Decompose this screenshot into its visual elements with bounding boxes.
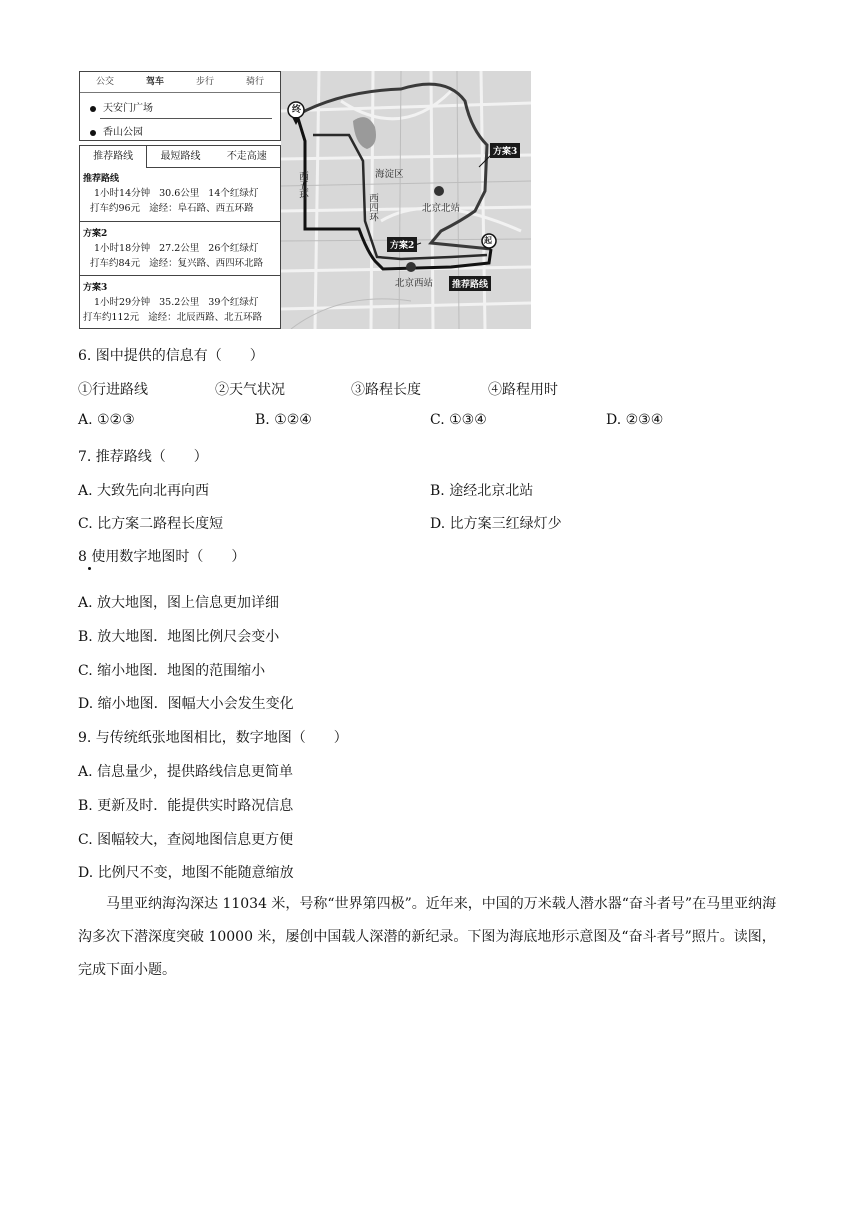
ring5-label: 西五环 <box>297 171 308 200</box>
q9-stem: 9. 与传统纸张地图相比，数字地图（ ） <box>78 730 348 746</box>
mode-divider <box>80 92 280 93</box>
q9-option-d[interactable]: D. 比例尺不变，地图不能随意缩放 <box>78 865 294 881</box>
route-time: 1小时29分钟 <box>94 297 151 308</box>
route-tabs <box>79 145 281 168</box>
reading-passage: 马里亚纳海沟深达 11034 米，号称“世界第四极”。近年来，中国的万米载人潜水器“奋斗者号”在马里亚纳海沟多次下潜深度突破 10000 米，屡创中国载人深潜的新纪录。下图为海底地形示意图及“奋斗者号”照片。读图，完成下面小题。 <box>78 896 777 978</box>
plan2-tag: 方案2 <box>387 237 417 252</box>
route-title: 推荐路线 <box>83 174 120 184</box>
start-marker-label: 起 <box>484 235 492 245</box>
q8-option-d[interactable]: D. 缩小地图．图幅大小会发生变化 <box>78 696 294 712</box>
q6-item-1: ①行进路线 <box>78 382 148 398</box>
mode-walk[interactable]: 步行 <box>195 77 214 87</box>
route-extra <box>90 255 272 269</box>
district-label: 海淀区 <box>375 169 404 180</box>
route-stats <box>94 185 267 199</box>
end-place[interactable] <box>90 123 143 138</box>
route-item-plan2[interactable] <box>80 221 280 273</box>
route-time: 1小时14分钟 <box>94 188 151 199</box>
route-title: 方案2 <box>83 229 108 239</box>
tab-recommended[interactable]: 推荐路线 <box>80 146 147 168</box>
q8-option-b[interactable]: B. 放大地图．地图比例尺会变小 <box>78 629 280 645</box>
route-title: 方案3 <box>83 283 108 293</box>
end-marker-label: 终 <box>292 105 302 115</box>
route-list <box>79 167 281 329</box>
q6-option-b[interactable]: B. ①②④ <box>255 412 312 428</box>
route-via: 途经：阜石路、西五环路 <box>149 203 254 214</box>
route-item-plan3[interactable] <box>80 275 280 327</box>
q7-option-c[interactable]: C. 比方案二路程长度短 <box>78 516 224 532</box>
place-divider <box>100 118 272 119</box>
tab-no-highway[interactable]: 不走高速 <box>214 146 280 168</box>
search-box <box>79 71 281 141</box>
route-item-recommended[interactable] <box>80 167 280 218</box>
start-place[interactable] <box>90 99 153 114</box>
route-fare: 打车约84元 <box>90 258 141 269</box>
q8-stem: 8 使用数字地图时（ ） <box>78 549 246 565</box>
q6-item-2: ②天气状况 <box>215 382 285 398</box>
q7-stem: 7. 推荐路线（ ） <box>78 449 208 465</box>
end-place-label: 香山公园 <box>103 127 143 138</box>
route-extra <box>90 200 263 214</box>
travel-mode-tabs <box>80 72 280 92</box>
map-roads <box>281 71 531 329</box>
q9-option-b[interactable]: B. 更新及时．能提供实时路况信息 <box>78 798 294 814</box>
q6-option-a[interactable]: A. ①②③ <box>78 412 135 428</box>
q8-option-a[interactable]: A. 放大地图，图上信息更加详细 <box>78 595 280 611</box>
q9-option-a[interactable]: A. 信息量少，提供路线信息更简单 <box>78 764 294 780</box>
route-distance: 27.2公里 <box>159 243 200 254</box>
route-figure <box>79 71 531 329</box>
route-lights: 14个红绿灯 <box>208 188 259 199</box>
route-via: 途经：复兴路、西四环北路 <box>149 258 264 269</box>
q6-item-4: ④路程用时 <box>488 382 558 398</box>
route-panel <box>79 71 281 329</box>
mode-bus[interactable]: 公交 <box>95 77 114 87</box>
route-stats <box>94 240 267 254</box>
mode-drive[interactable]: 驾车 <box>145 77 164 87</box>
route-distance: 30.6公里 <box>159 188 200 199</box>
route-fare: 打车约96元 <box>90 203 141 214</box>
route-time: 1小时18分钟 <box>94 243 151 254</box>
q8-number-dot <box>88 567 91 570</box>
station-west-label: 北京西站 <box>395 278 434 289</box>
end-dot-icon <box>90 130 96 136</box>
q9-option-c[interactable]: C. 图幅较大，查阅地图信息更方便 <box>78 832 294 848</box>
q6-stem: 6. 图中提供的信息有（ ） <box>78 348 264 364</box>
q6-item-3: ③路程长度 <box>351 382 421 398</box>
start-place-label: 天安门广场 <box>103 103 153 114</box>
route-fare: 打车约112元 <box>83 312 140 323</box>
q7-option-a[interactable]: A. 大致先向北再向西 <box>78 483 210 499</box>
station-north-label: 北京北站 <box>422 203 461 214</box>
q7-option-d[interactable]: D. 比方案三红绿灯少 <box>430 516 562 532</box>
plan3-tag: 方案3 <box>490 143 520 158</box>
tab-shortest[interactable]: 最短路线 <box>147 146 213 168</box>
route-distance: 35.2公里 <box>159 297 200 308</box>
q6-option-c[interactable]: C. ①③④ <box>430 412 487 428</box>
route-extra <box>83 309 271 323</box>
route-stats <box>94 294 267 308</box>
route-via: 途经：北辰西路、北五环路 <box>148 312 263 323</box>
route-lights: 39个红绿灯 <box>208 297 259 308</box>
start-dot-icon <box>90 106 96 112</box>
q7-option-b[interactable]: B. 途经北京北站 <box>430 483 534 499</box>
route-map[interactable] <box>281 71 531 329</box>
recommend-tag: 推荐路线 <box>449 276 491 291</box>
ring4-label: 西四环 <box>367 193 378 222</box>
route-lights: 26个红绿灯 <box>208 243 259 254</box>
q8-option-c[interactable]: C. 缩小地图．地图的范围缩小 <box>78 663 266 679</box>
mode-bike[interactable]: 骑行 <box>245 77 264 87</box>
q6-option-d[interactable]: D. ②③④ <box>606 412 664 428</box>
